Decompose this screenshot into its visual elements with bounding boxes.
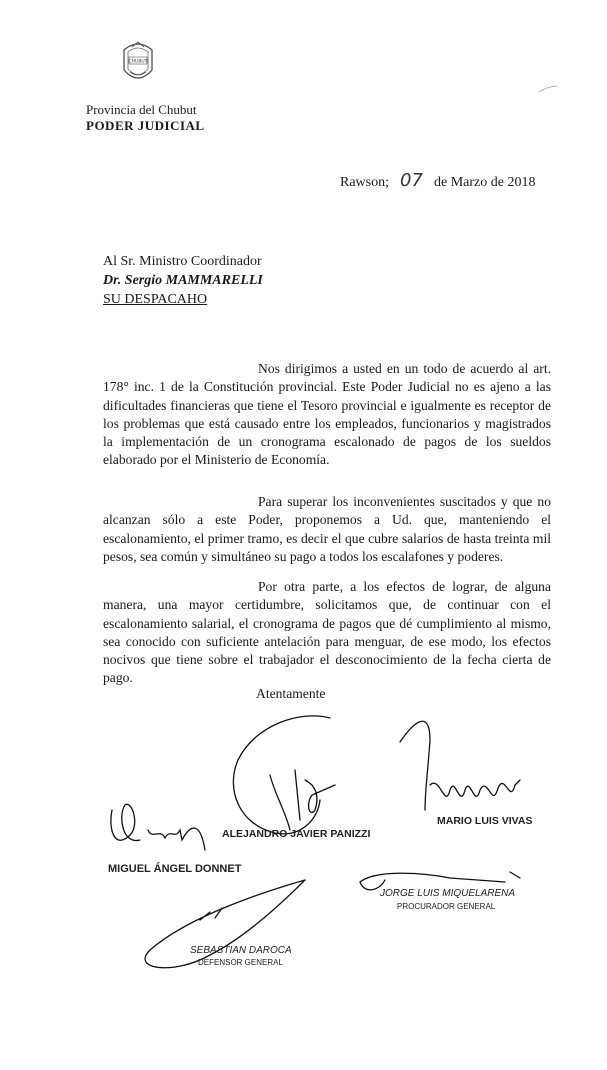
signature-panizzi: [233, 716, 330, 834]
date-month-year: de Marzo de 2018: [434, 175, 536, 190]
paragraph-1: Nos dirigimos a usted en un todo de acuerdo al art. 178° inc. 1 de la Constitución provincial. Este Poder Judicial no es ajeno a las dificultades financieras que tiene el Tesoro provincial e igualmente es receptor de los problemas que está causado entre los empleados, funcionarios y magistrados la implementación de un cronograma escalonado de pagos de los sueldos elaborado por el Ministerio de Economía.: [103, 361, 551, 468]
svg-text:CHUBUT: CHUBUT: [128, 59, 148, 65]
date-line: [340, 170, 535, 191]
signatory-daroca: SEBASTIAN DAROCA: [190, 945, 292, 956]
addressee-name: Dr. Sergio MAMMARELLI: [103, 273, 263, 288]
date-day: 07: [400, 170, 423, 191]
signatory-donnet: MIGUEL ÁNGEL DONNET: [108, 863, 242, 875]
signature-donnet: [111, 804, 205, 850]
signatory-panizzi: ALEJANDRO JAVIER PANIZZI: [222, 828, 371, 840]
institution-name: PODER JUDICIAL: [86, 118, 205, 133]
date-city: Rawson;: [340, 175, 389, 190]
signatory-daroca-role: DEFENSOR GENERAL: [198, 958, 283, 967]
province-name: Provincia del Chubut: [86, 102, 197, 117]
signature-vivas: [400, 721, 520, 810]
signatures-drawing: [0, 700, 607, 1000]
signatory-vivas: MARIO LUIS VIVAS: [437, 815, 533, 827]
addressee-office: SU DESPACAHO: [103, 292, 208, 307]
paragraph-2: Para superar los inconvenientes suscitados y que no alcanzan sólo a este Poder, proponemos a Ud. que, manteniendo el escalonamiento, el primer tramo, es decir el que cubre salarios de hasta treinta mil pesos, sea común y simultáneo su pago a todos los escalafones y poderes.: [103, 494, 551, 564]
signatory-miquelarena-role: PROCURADOR GENERAL: [397, 902, 496, 911]
chubut-seal-icon: [118, 40, 158, 86]
paragraph-3: Por otra parte, a los efectos de lograr, de alguna manera, una mayor certidumbre, solicitamos que, de continuar con el escalonamiento salarial, el cronograma de pagos que dé cumplimiento al mismo, sea conocido con suficiente antelación para menguar, de ese modo, los efectos nocivos que tiene sobre el trabajador el desconocimiento de la fecha cierta de pago.: [103, 579, 551, 686]
pen-mark-icon: [538, 84, 558, 94]
signatory-miquelarena: JORGE LUIS MIQUELARENA: [380, 888, 516, 899]
addressee-title: Al Sr. Ministro Coordinador: [103, 254, 262, 269]
closing-regards: Atentamente: [256, 686, 326, 701]
